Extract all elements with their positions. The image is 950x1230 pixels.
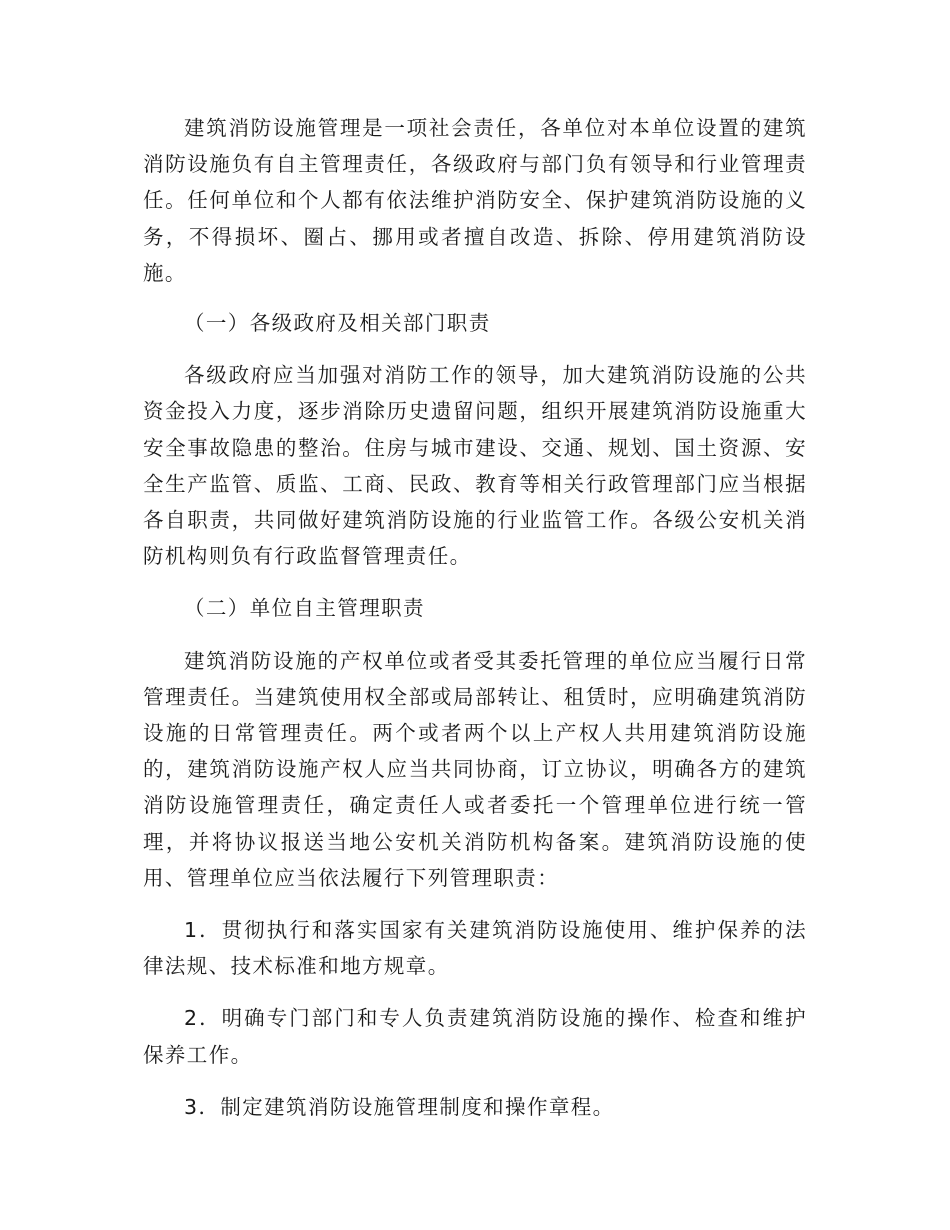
list-item-1: 1．贯彻执行和落实国家有关建筑消防设施使用、维护保养的法律法规、技术标准和地方规章。 — [143, 918, 807, 979]
section-body-unit: 建筑消防设施的产权单位或者受其委托管理的单位应当履行日常管理责任。当建筑使用权全部或局部转让、租赁时，应明确建筑消防设施的日常管理责任。两个或者两个以上产权人共用建筑消防设施的，建筑消防设施产权人应当共同协商，订立协议，明确各方的建筑消防设施管理责任，确定责任人或者委托一个管理单位进行统一管理，并将协议报送当地公安机关消防机构备案。建筑消防设施的使用、管理单位应当依法履行下列管理职责： — [143, 648, 807, 890]
list-item-2: 2．明确专门部门和专人负责建筑消防设施的操作、检查和维护保养工作。 — [143, 1006, 807, 1067]
intro-paragraph: 建筑消防设施管理是一项社会责任，各单位对本单位设置的建筑消防设施负有自主管理责任，各级政府与部门负有领导和行业管理责任。任何单位和个人都有依法维护消防安全、保护建筑消防设施的义务，不得损坏、圈占、挪用或者擅自改造、拆除、停用建筑消防设施。 — [143, 116, 807, 285]
list-item-3: 3．制定建筑消防设施管理制度和操作章程。 — [184, 1094, 615, 1119]
section-body-government: 各级政府应当加强对消防工作的领导，加大建筑消防设施的公共资金投入力度，逐步消除历史遗留问题，组织开展建筑消防设施重大安全事故隐患的整治。住房与城市建设、交通、规划、国土资源、安全生产监管、质监、工商、民政、教育等相关行政管理部门应当根据各自职责，共同做好建筑消防设施的行业监管工作。各级公安机关消防机构则负有行政监督管理责任。 — [143, 363, 807, 569]
document-body — [143, 110, 807, 1125]
section-heading-government: （一）各级政府及相关部门职责 — [184, 311, 491, 336]
section-heading-unit: （二）单位自主管理职责 — [184, 596, 425, 621]
